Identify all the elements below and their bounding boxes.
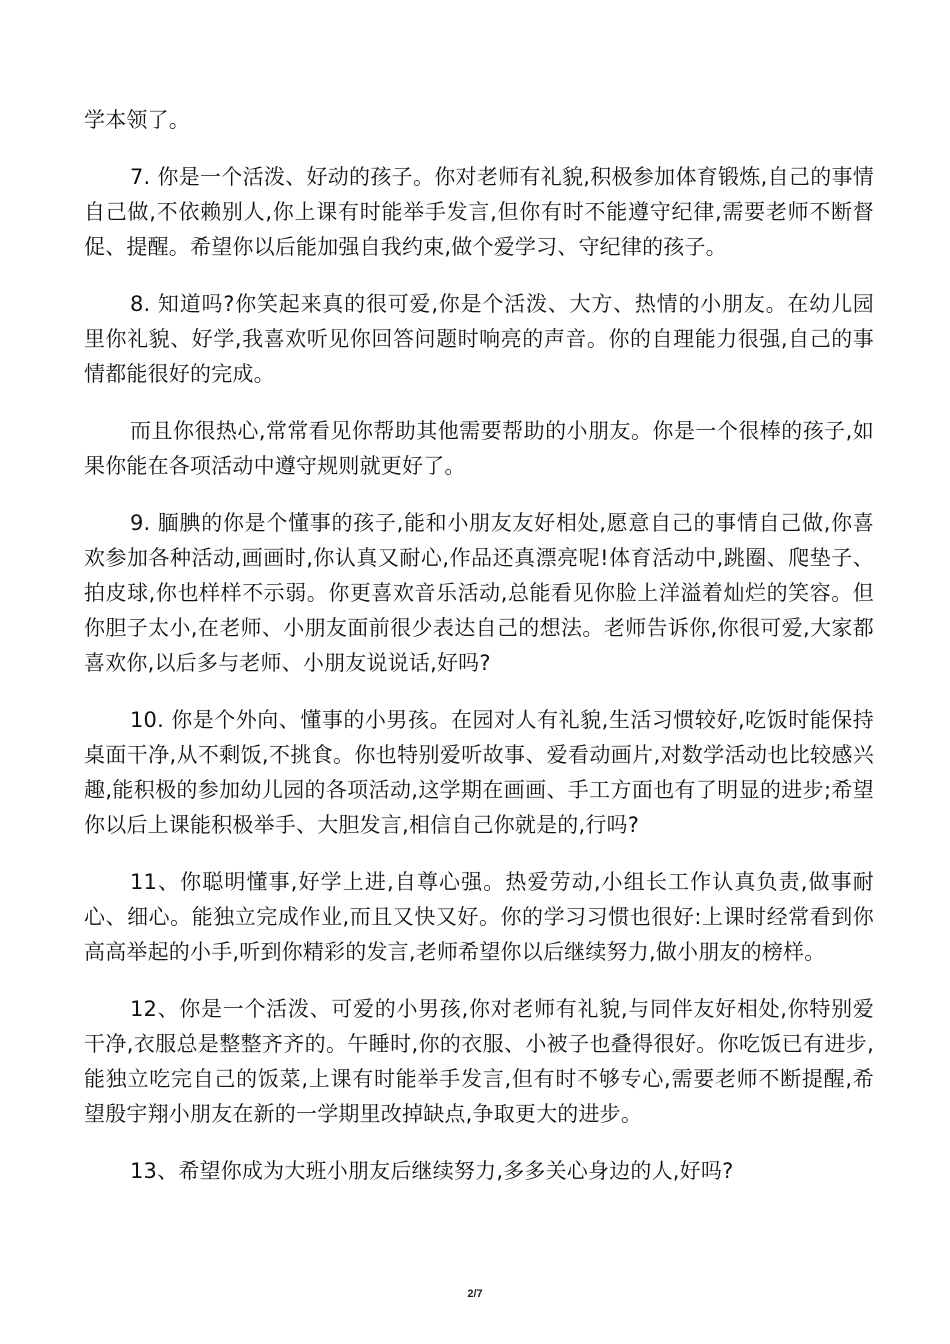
paragraph-item-8-continued: 而且你很热心,常常看见你帮助其他需要帮助的小朋友。你是一个很棒的孩子,如果你能在各项活动中遵守规则就更好了。: [84, 419, 874, 478]
paragraph-item-8: 8. 知道吗?你笑起来真的很可爱,你是个活泼、大方、热情的小朋友。在幼儿园里你礼貌、好学,我喜欢听见你回答问题时响亮的声音。你的自理能力很强,自己的事情都能很好的完成。: [84, 292, 874, 386]
paragraph-item-9: 9. 腼腆的你是个懂事的孩子,能和小朋友友好相处,愿意自己的事情自己做,你喜欢参加各种活动,画画时,你认真又耐心,作品还真漂亮呢!体育活动中,跳圈、爬垫子、拍皮球,你也样样不示弱。你更喜欢音乐活动,总能看见你脸上洋溢着灿烂的笑容。但你胆子太小,在老师、小朋友面前很少表达自己的想法。老师告诉你,你很可爱,大家都喜欢你,以后多与老师、小朋友说说话,好吗?: [84, 511, 874, 675]
paragraph-item-13: 13、希望你成为大班小朋友后继续努力,多多关心身边的人,好吗?: [130, 1159, 734, 1183]
paragraph-item-10: 10. 你是个外向、懂事的小男孩。在园对人有礼貌,生活习惯较好,吃饭时能保持桌面干净,从不剩饭,不挑食。你也特别爱听故事、爱看动画片,对数学活动也比较感兴趣,能积极的参加幼儿园的各项活动,这学期在画画、手工方面也有了明显的进步;希望你以后上课能积极举手、大胆发言,相信自己你就是的,行吗?: [84, 708, 874, 837]
paragraph-continuation: 学本领了。: [84, 108, 190, 132]
document-body: [84, 103, 874, 1211]
paragraph-item-7: 7. 你是一个活泼、好动的孩子。你对老师有礼貌,积极参加体育锻炼,自己的事情自己做,不依赖别人,你上课有时能举手发言,但你有时不能遵守纪律,需要老师不断督促、提醒。希望你以后能加强自我约束,做个爱学习、守纪律的孩子。: [84, 165, 874, 259]
page-number: 2/7: [467, 1288, 483, 1300]
paragraph-item-11: 11、你聪明懂事,好学上进,自尊心强。热爱劳动,小组长工作认真负责,做事耐心、细心。能独立完成作业,而且又快又好。你的学习习惯也很好:上课时经常看到你高高举起的小手,听到你精彩的发言,老师希望你以后继续努力,做小朋友的榜样。: [84, 870, 874, 964]
paragraph-item-12: 12、你是一个活泼、可爱的小男孩,你对老师有礼貌,与同伴友好相处,你特别爱干净,衣服总是整整齐齐的。午睡时,你的衣服、小被子也叠得很好。你吃饭已有进步,能独立吃完自己的饭菜,上课有时能举手发言,但有时不够专心,需要老师不断提醒,希望殷宇翔小朋友在新的一学期里改掉缺点,争取更大的进步。: [84, 997, 874, 1126]
